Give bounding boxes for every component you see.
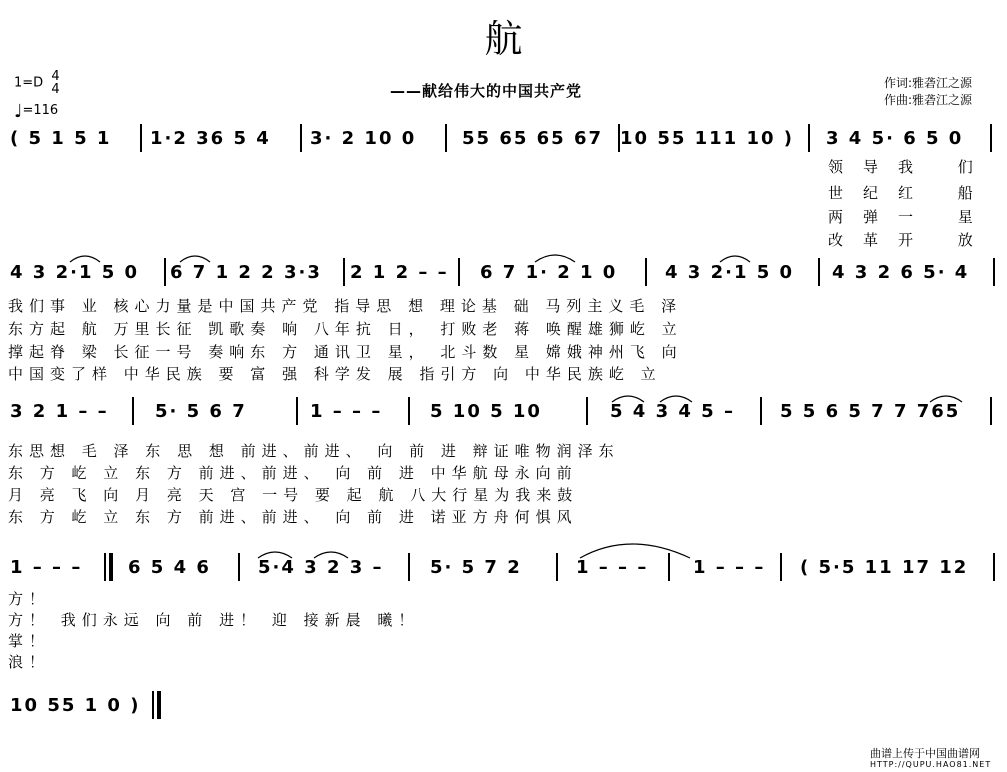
tie [580,544,690,558]
measure: ( 5·5 11 17 12 [800,557,969,578]
lyric-line: 世纪红 船 [828,184,993,202]
measure: 4 3 2 6 5· 4 [832,262,970,283]
lyric-line: 东 方 屹 立 东 方 前进、前进、 向 前 进 中华航母永向前 [8,464,578,482]
footer-site: 曲谱上传于中国曲谱网 [870,747,980,760]
subtitle: ——献给伟大的中国共产党 [390,82,583,100]
lyric-line: 改革开 放 [828,231,993,249]
lyric-line: 方！ [8,590,51,608]
lyric-line: 浪！ [8,653,51,671]
slur [720,256,750,262]
lyric-line: 月 亮 飞 向 月 亮 天 宫 一号 要 起 航 八大行星为我来鼓 [8,486,579,504]
measure: 10 55 111 10 ) [620,128,795,149]
measure: 6 7 1 2 2 3·3 [170,262,322,283]
lyric-line: 东 方 屹 立 东 方 前进、前进、 向 前 进 诺亚方舟何惧风 [8,508,578,526]
measure: 3 4 5· 6 5 0 [826,128,964,149]
measure: ( 5 1 5 1 [10,128,112,149]
lyric-line: 中国变了样 中华民族 要 富 强 科学发 展 指引方 向 中华民族屹 立 [8,365,662,383]
lyric-line: 东方起 航 万里长征 凯歌奏 响 八年抗 日， 打败老 蒋 唤醒雄狮屹 立 [8,320,683,338]
measure: 5· 5 6 7 [155,401,247,422]
measure: 6 7 1· 2 1 0 [480,262,618,283]
lyric-line: 掌！ [8,632,51,650]
measure: 5 10 5 10 [430,401,542,422]
slur [180,256,210,262]
lyric-line: 方！ 我们永远 向 前 进！ 迎 接新晨 曦！ [8,611,420,629]
slur [70,256,100,262]
measure: 4 3 2·1 5 0 [665,262,795,283]
measure: 1 – – – [576,557,649,578]
measure: 5 5 6 5 7 7 765 [780,401,961,422]
slur [314,552,348,558]
measure: 3· 2 10 0 [310,128,417,149]
lyricist-credit: 作词:雅砻江之源 [884,76,973,90]
measure: 1·2 36 5 4 [150,128,271,149]
lyric-line: 我们事 业 核心力量是中国共产党 指导思 想 理论基 础 马列主义毛 泽 [8,297,683,315]
measure: 6 5 4 6 [128,557,211,578]
slur [660,396,692,402]
measure: 5 4 3 4 5 – [610,401,735,422]
measure: 10 55 1 0 ) [10,695,141,716]
quarter-note-icon: ♩ [14,101,23,122]
measure: 5·4 3 2 3 – [258,557,384,578]
measure: 55 65 65 67 [462,128,603,149]
composer-credit: 作曲:雅砻江之源 [884,93,973,107]
measure: 4 3 2·1 5 0 [10,262,140,283]
lyric-line: 两弹一 星 [828,208,993,226]
lyric-line: 东思想 毛 泽 东 思 想 前进、前进、 向 前 进 辩证唯物润泽东 [8,442,620,460]
slur [535,255,575,262]
slur [930,396,962,402]
slur [612,396,644,402]
key-label: 1=D [14,75,44,91]
lyric-line: 撑起脊 梁 长征一号 奏响东 方 通讯卫 星， 北斗数 星 嫦娥神州飞 向 [8,343,683,361]
tempo-value: =116 [22,103,59,118]
lyric-line: 领导我 们 [828,158,993,176]
footer-url: HTTP://QUPU.HAO81.NET [870,760,992,769]
song-title: 航 [484,17,523,61]
measure: 2 1 2 – – [350,262,449,283]
slur [258,552,292,558]
measure: 3 2 1 – – [10,401,109,422]
time-signature-top: 4 [51,69,60,84]
time-signature-bottom: 4 [51,82,60,97]
measure: 5· 5 7 2 [430,557,522,578]
measure: 1 – – – [693,557,766,578]
measure: 1 – – – [310,401,383,422]
measure: 1 – – – [10,557,83,578]
